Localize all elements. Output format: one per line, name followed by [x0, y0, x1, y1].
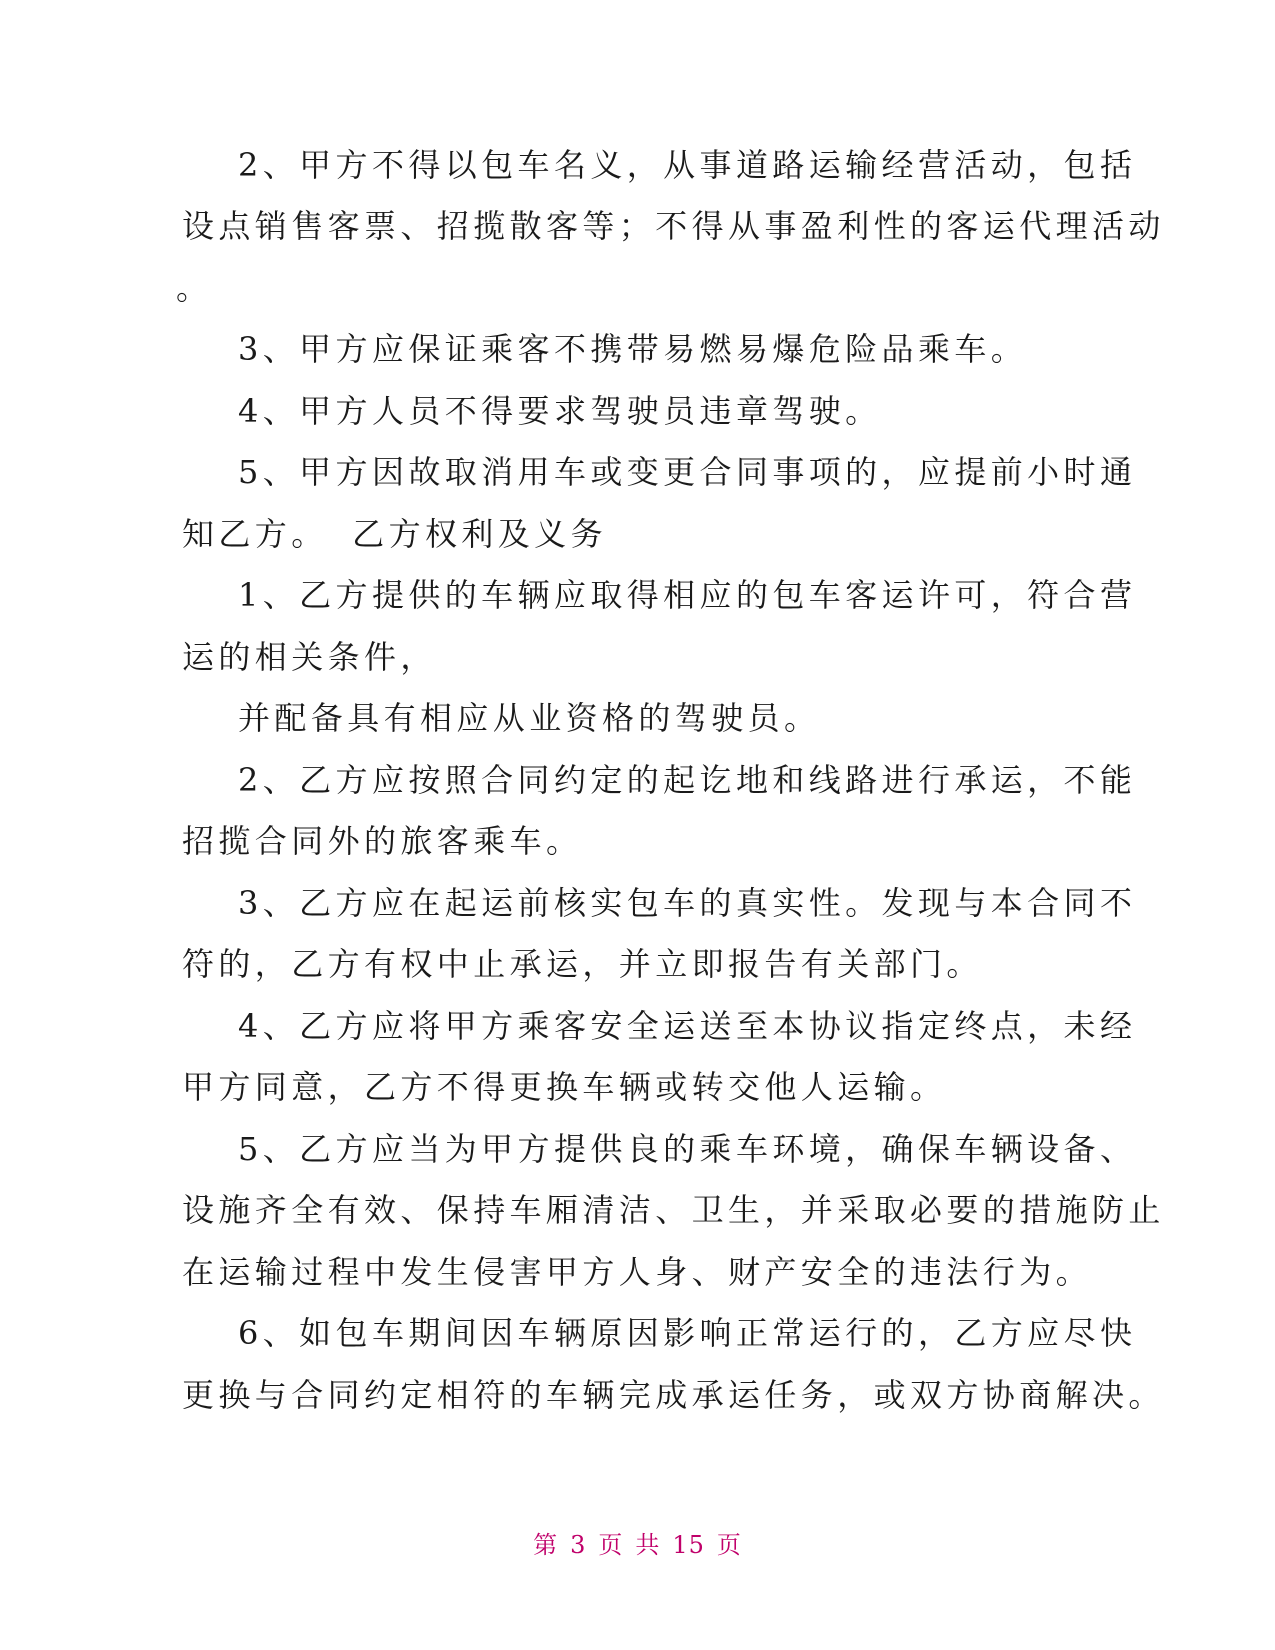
text-line: 知乙方。 乙方权利及义务	[182, 515, 607, 553]
text-line: 5、甲方因故取消用车或变更合同事项的，应提前小时通	[238, 453, 1137, 491]
footer-total-label: 共	[635, 1531, 661, 1559]
text-line: 设点销售客票、招揽散客等；不得从事盈利性的客运代理活动	[182, 207, 1165, 245]
text-line: 5、乙方应当为甲方提供良的乘车环境，确保车辆设备、	[238, 1130, 1137, 1168]
text-line: 更换与合同约定相符的车辆完成承运任务，或双方协商解决。	[182, 1376, 1165, 1414]
text-line: 3、甲方应保证乘客不携带易燃易爆危险品乘车。	[238, 330, 1028, 368]
text-line: 4、乙方应将甲方乘客安全运送至本协议指定终点，未经	[238, 1007, 1137, 1045]
page-number-total: 15	[672, 1531, 705, 1559]
text-line: 3、乙方应在起运前核实包车的真实性。发现与本合同不	[238, 884, 1137, 922]
text-line: 。	[176, 269, 213, 307]
text-line: 符的，乙方有权中止承运，并立即报告有关部门。	[182, 945, 983, 983]
footer-page-label: 页	[598, 1531, 624, 1559]
text-line: 招揽合同外的旅客乘车。	[182, 822, 583, 860]
text-line: 2、乙方应按照合同约定的起讫地和线路进行承运，不能	[238, 761, 1137, 799]
text-line: 设施齐全有效、保持车厢清洁、卫生，并采取必要的措施防止	[182, 1191, 1165, 1229]
footer-prefix: 第	[533, 1531, 559, 1559]
text-line: 甲方同意，乙方不得更换车辆或转交他人运输。	[182, 1068, 947, 1106]
text-line: 在运输过程中发生侵害甲方人身、财产安全的违法行为。	[182, 1253, 1093, 1291]
text-line: 4、甲方人员不得要求驾驶员违章驾驶。	[238, 392, 882, 430]
text-line: 运的相关条件，	[182, 638, 437, 676]
page-number-current: 3	[570, 1531, 587, 1559]
text-line: 6、如包车期间因车辆原因影响正常运行的，乙方应尽快	[238, 1314, 1137, 1352]
text-line: 1、乙方提供的车辆应取得相应的包车客运许可，符合营	[238, 576, 1137, 614]
text-line: 并配备具有相应从业资格的驾驶员。	[238, 699, 821, 737]
text-line: 2、甲方不得以包车名义，从事道路运输经营活动，包括	[238, 146, 1137, 184]
page-footer	[0, 1529, 1275, 1561]
footer-suffix: 页	[716, 1531, 742, 1559]
